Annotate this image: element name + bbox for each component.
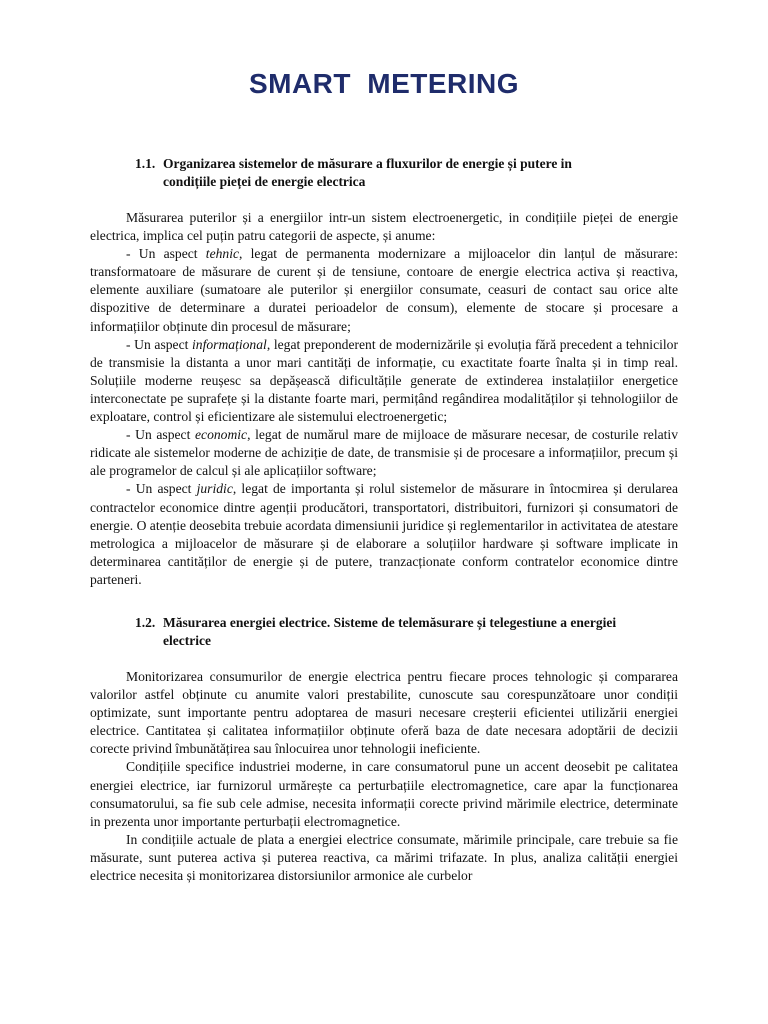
section-heading-1-1 [135, 155, 695, 191]
aspect-description: , legat de numărul mare de mijloace de măsurare necesar, de costurile relativ ridicate ale sistemelor moderne de achiziție de date, de transmisie și de procesare a informațiilor, precum și ale programelor de calcul și ale aplicațiilor software; [90, 427, 678, 479]
aspect-prefix: - Un aspect [126, 336, 193, 352]
aspect-term: economic [195, 427, 248, 443]
section-heading-line-2: electrice [163, 633, 211, 648]
aspect-description: , legat de permanenta modernizare a mijloacelor din lanțul de măsurare: transformatoare de măsurare de curent și de tensiune, contoare de energie electrica activa și reactiva, elemente auxiliare (sumatoare ale puterilor și energiilor consumate, ceasuri de contact sau orice alte dispozitive de determinare a duratei perioadelor de consum), elemente de stocare și procesare a informațiilor obținute din procesul de măsurare; [90, 246, 678, 334]
section-heading-line-1 [135, 155, 695, 173]
aspect-term: juridic [196, 481, 233, 497]
section-heading-line-1 [135, 614, 695, 632]
aspect-prefix: - Un aspect [126, 427, 195, 443]
paragraph-aspect-juridic [90, 480, 678, 589]
section-body-1-1 [90, 209, 678, 589]
section-number: 1.1. [135, 156, 156, 171]
paragraph-monitorizare: Monitorizarea consumurilor de energie electrica pentru fiecare proces tehnologic și compararea valorilor astfel obținute cu anumite valori prestabilite, cunoscute sau corespunzătoare unor condiții optimizate, sunt importante pentru adoptarea de masuri necesare creșterii eficientei utilizării energiei electrice. Cantitatea și calitatea informațiilor obținute oferă baza de date necesara adoptării de decizii corecte privind îmbunătățirea sau înlocuirea unor tehnologii ineficiente. [90, 669, 678, 757]
aspect-prefix: - Un aspect [126, 246, 206, 262]
section-title-text: Măsurarea energiei electrice. Sisteme de telemăsurare și telegestiune a energiei [163, 615, 617, 630]
paragraph-conditii-industrie: Condițiile specifice industriei moderne, in care consumatorul pune un accent deosebit pe calitatea energiei electrice, iar furnizorul urmărește ca perturbațiile electromagnetice, care apar la funcționarea consumatorului, sa fie sub cele admise, necesita informații corecte privind mărimile electrice, determinate in prezenta unor importante perturbații electromagnetice. [90, 759, 678, 829]
paragraph-plata-energie: In condițiile actuale de plata a energiei electrice consumate, mărimile principale, care trebuie sa fie măsurate, sunt puterea activa și puterea reactiva, ca mărimi trifazate. In plus, analiza calității energiei electrice necesita și monitorizarea distorsiunilor armonice ale curbelor [90, 831, 678, 884]
paragraph-intro: Măsurarea puterilor și a energiilor intr-un sistem electroenergetic, in condițiile pieței de energie electrica, implica cel puțin patru categorii de aspecte, și anume: [90, 210, 678, 244]
section-number: 1.2. [135, 615, 156, 630]
paragraph-aspect-economic [90, 426, 678, 480]
aspect-description: , legat preponderent de modernizările și evoluția fără precedent a tehnicilor de transmisie la distanta a unor mari cantități de informație, cu exactitate foarte înalta și in timp real. Soluțiile moderne reușesc sa depășească dificultățile generate de extinderea instalațiilor energetice interconectate pe suprafețe și la distante foarte mari, permițând regândirea modalităților și tehnologiilor de exploatare, control și eficientizare ale sistemului electroenergetic; [90, 336, 678, 425]
paragraph-aspect-tehnic [90, 245, 678, 335]
section-heading-1-2 [135, 614, 695, 650]
aspect-term: tehnic [205, 246, 240, 262]
page-title: SMART METERING [248, 68, 520, 99]
aspect-prefix: - Un aspect [126, 481, 197, 497]
section-heading-line-2: condițiile pieței de energie electrica [163, 174, 366, 189]
aspect-term: informațional [192, 336, 267, 352]
section-body-1-2 [90, 668, 678, 885]
aspect-description: , legat de importanta și rolul sistemelor de măsurare in întocmirea și derularea contractelor economice dintre agenții producători, transportatori, distribuitori, furnizori și consumatori de energie. O atenție deosebita trebuie acordata dimensiunii juridice și reglementarilor in activitatea de atestare metrologica a mijloacelor de măsurare și de elaborare a soluțiilor hardware și software implicate in determinarea cantităților de energie și de putere, tranzacționate conform contratelor economice dintre parteneri. [90, 481, 678, 587]
paragraph-aspect-informational [90, 336, 678, 426]
section-title-text: Organizarea sistemelor de măsurare a fluxurilor de energie și putere in [163, 156, 572, 171]
